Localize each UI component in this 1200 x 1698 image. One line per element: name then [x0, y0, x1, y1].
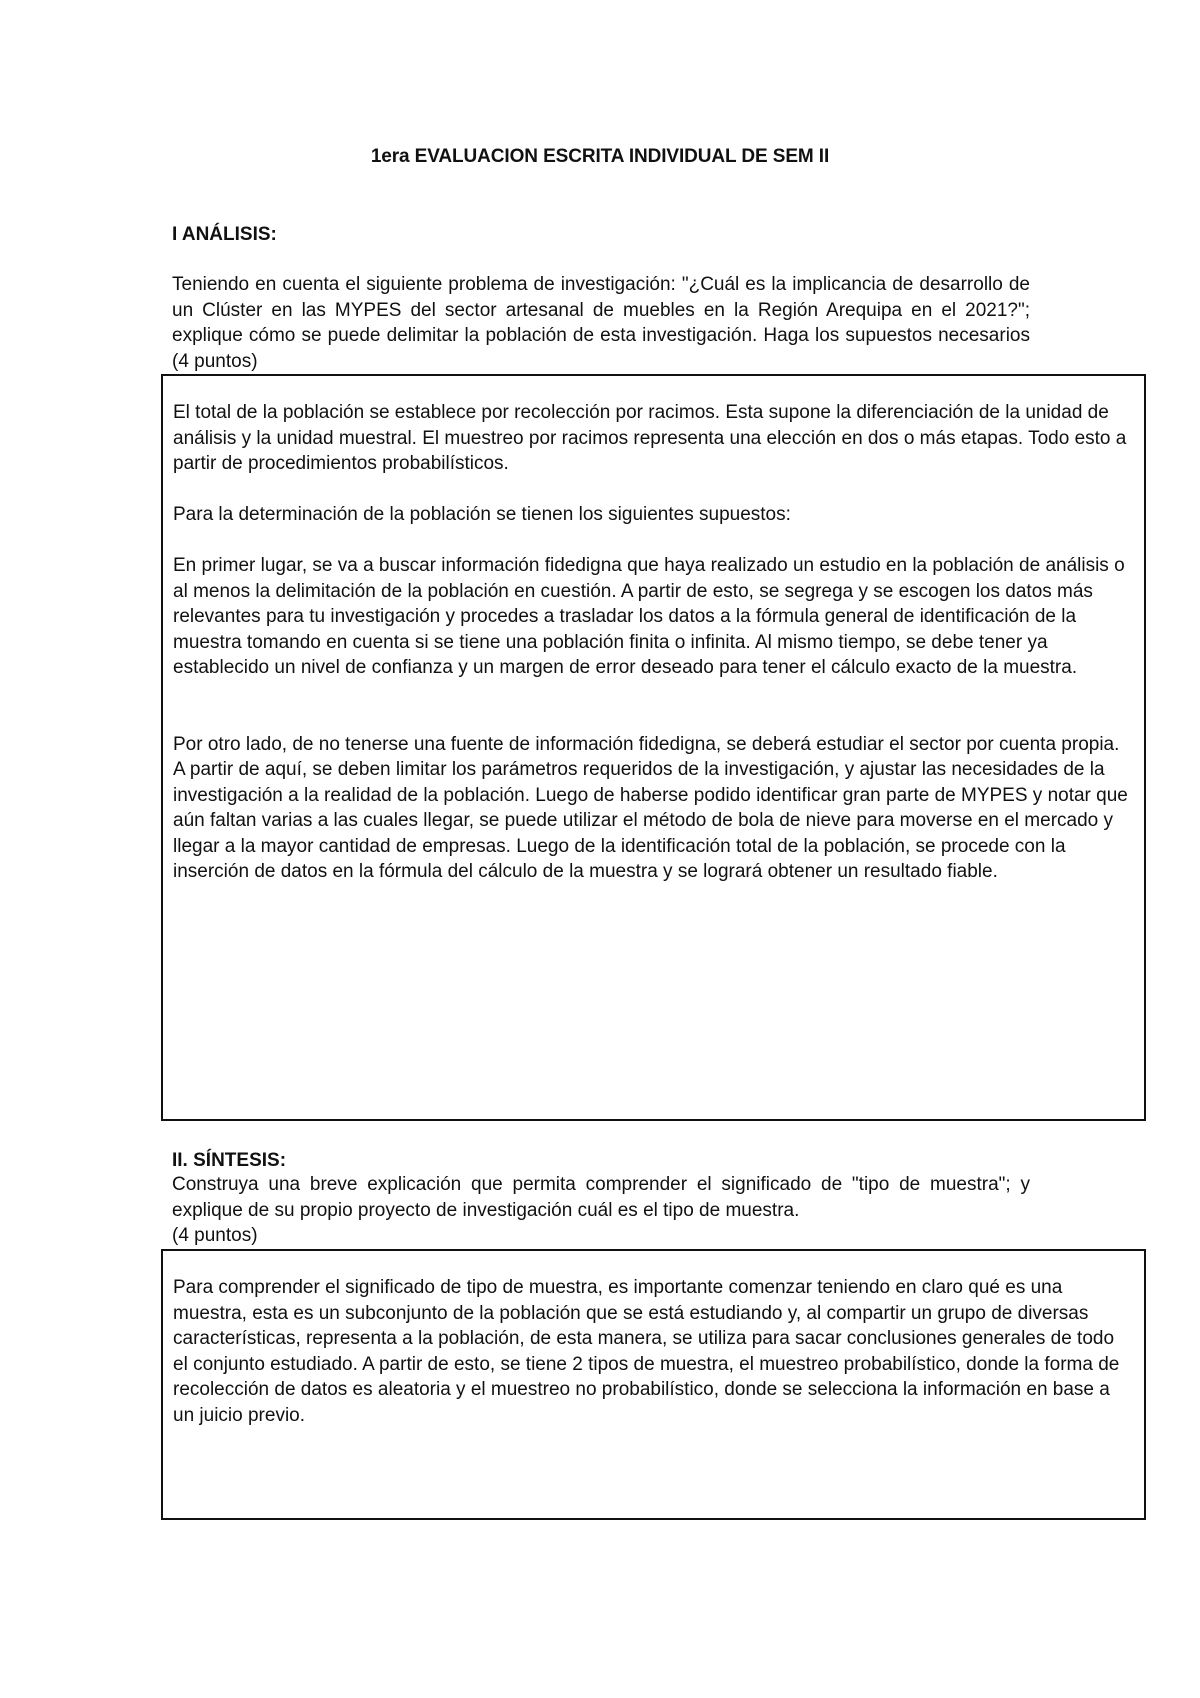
section-1-answer-paragraph-3: En primer lugar, se va a buscar información fidedigna que haya realizado un estudio en la población de análisis o al menos la delimitación de la población en cuestión. A partir de esto, se segrega y se escogen los datos más relevantes para tu investigación y procedes a trasladar los datos a la fórmula general de identificación de la muestra tomando en cuenta si se tiene una población finita o infinita. Al mismo tiempo, se debe tener ya establecido un nivel de confianza y un margen de error deseado para tener el cálculo exacto de la muestra.	[173, 555, 1125, 678]
section-1-answer-paragraph-1: El total de la población se establece por recolección por racimos. Esta supone la diferenciación de la unidad de análisis y la unidad muestral. El muestreo por racimos representa una elección en dos o más etapas. Todo esto a partir de procedimientos probabilísticos.	[173, 402, 1127, 474]
section-2-question-text: Construya una breve explicación que permita comprender el significado de "tipo de muestra"; y explique de su propio proyecto de investigación cuál es el tipo de muestra.	[172, 1174, 1030, 1221]
section-1-question-text: Teniendo en cuenta el siguiente problema de investigación: "¿Cuál es la implicancia de desarrollo de un Clúster en las MYPES del sector artesanal de muebles en la Región Arequipa en el 2021?"; explique cómo se puede delimitar la población de esta investigación. Haga los supuestos necesarios (4 puntos)	[172, 274, 1030, 372]
section-1-answer-box[interactable]	[161, 374, 1146, 1121]
section-2-points: (4 puntos)	[172, 1225, 258, 1246]
section-2-heading: II. SÍNTESIS:	[172, 1150, 287, 1171]
document-title: 1era EVALUACION ESCRITA INDIVIDUAL DE SEM II	[370, 146, 830, 167]
section-2-answer-box[interactable]	[161, 1249, 1146, 1520]
section-1-question	[172, 272, 1030, 374]
section-1-heading: I ANÁLISIS:	[172, 224, 277, 245]
section-2-question	[172, 1172, 1030, 1249]
section-1-answer-paragraph-2: Para la determinación de la población se tienen los siguientes supuestos:	[173, 504, 791, 525]
section-1-answer-paragraph-4: Por otro lado, de no tenerse una fuente de información fidedigna, se deberá estudiar el sector por cuenta propia. A partir de aquí, se deben limitar los parámetros requeridos de la investigación, y ajustar las necesidades de la investigación a la realidad de la población. Luego de haberse podido identificar gran parte de MYPES y notar que aún faltan varias a las cuales llegar, se puede utilizar el método de bola de nieve para moverse en el mercado y llegar a la mayor cantidad de empresas. Luego de la identificación total de la población, se procede con la inserción de datos en la fórmula del cálculo de la muestra y se logrará obtener un resultado fiable.	[173, 733, 1128, 882]
section-2-answer-paragraph-1: Para comprender el significado de tipo de muestra, es importante comenzar teniendo en claro qué es una muestra, esta es un subconjunto de la población que se está estudiando y, al compartir un grupo de diversas características, representa a la población, de esta manera, se utiliza para sacar conclusiones generales de todo el conjunto estudiado. A partir de esto, se tiene 2 tipos de muestra, el muestreo probabilístico, donde la forma de recolección de datos es aleatoria y el muestreo no probabilístico, donde se selecciona la información en base a un juicio previo.	[173, 1277, 1120, 1426]
